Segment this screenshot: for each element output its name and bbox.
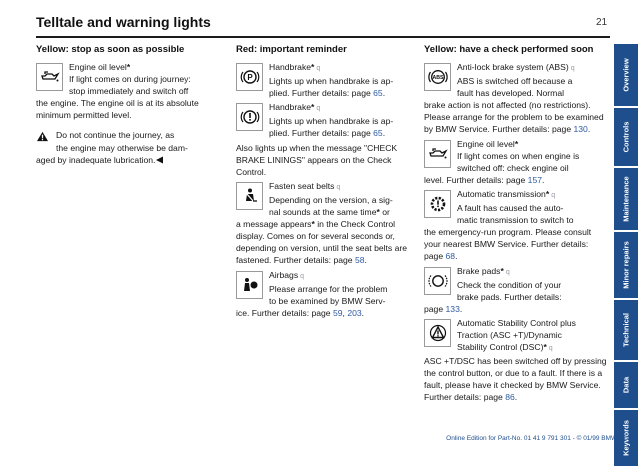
entry-title: Anti-lock brake system (ABS) (457, 62, 569, 72)
star-mark: * (126, 62, 131, 72)
title-rule (36, 36, 610, 38)
entry-line: stop immediately and switch off (69, 86, 189, 97)
entry-text: the engine. The engine oil is at its absolute minimum permitted level. (36, 98, 199, 121)
entry-line: A fault has caused the auto- (457, 203, 564, 214)
entry-line: Lights up when handbrake is ap- (269, 116, 394, 127)
entry-title: Engine oil level (457, 138, 515, 149)
entry-title: Fasten seat belts (269, 180, 335, 191)
entry-handbrake-exclamation (236, 101, 419, 139)
entry-brake-pads (424, 265, 609, 315)
oil-can-icon (36, 63, 63, 91)
entry-line: fault has developed. Normal (457, 88, 565, 99)
side-tab-technical[interactable]: Technical (614, 300, 638, 360)
entry-transmission (424, 188, 609, 263)
entry-line: ABS is switched off because a (457, 76, 573, 87)
entry-line: plied. Further details: page 65. (269, 88, 386, 99)
entry-line: If light comes on when engine is (457, 150, 580, 161)
page-link[interactable]: 58 (354, 255, 365, 266)
entry-line: brake pads. Further details: (457, 291, 562, 302)
abs-icon (424, 63, 451, 91)
entry-line: switched off: check engine oil (457, 162, 569, 173)
entry-airbags (236, 269, 419, 319)
entry-text: the emergency-run program. Please consult your nearest BMW Service. Further details: page 68. (424, 227, 592, 262)
entry-title: Automatic Stability Control plus (457, 317, 576, 328)
entry-abs (424, 61, 609, 136)
column-heading: Red: important reminder (236, 44, 347, 55)
side-tab-maintenance[interactable]: Maintenance (614, 168, 638, 230)
gear-exclamation-icon (424, 190, 451, 218)
entry-text: page 133. (424, 303, 463, 314)
side-tab-overview[interactable]: Overview (614, 44, 638, 106)
entry-line: Please arrange for the problem (269, 283, 388, 294)
star-mark: * (311, 62, 315, 72)
entry-line: the engine may otherwise be dam- (56, 142, 188, 153)
q-mark: q (570, 65, 575, 72)
brake-pad-icon (424, 267, 451, 295)
entry-lubrication-note (36, 129, 229, 165)
entry-title: Handbrake (269, 102, 312, 113)
entry-engine-oil-check (424, 138, 609, 186)
entry-title: Automatic transmission (457, 188, 546, 199)
star-mark: * (543, 342, 547, 353)
entry-line: Depending on the version, a sig- (269, 194, 393, 205)
entry-line: Check the condition of your (457, 279, 562, 290)
svg-text:ABS: ABS (432, 75, 443, 82)
column-yellow-stop (36, 44, 229, 168)
star-mark: * (545, 188, 550, 199)
q-mark: q (336, 183, 341, 191)
star-mark: * (311, 219, 315, 230)
entry-dsc (424, 317, 609, 404)
end-mark-icon (155, 156, 164, 164)
page-link[interactable]: 86 (505, 392, 515, 403)
column-yellow-check (424, 44, 609, 406)
page-link[interactable]: 203 (347, 307, 362, 318)
page-link[interactable]: 157 (527, 174, 543, 185)
airbag-icon (236, 271, 263, 299)
oil-can-icon (424, 140, 451, 168)
also-lights-text: Also lights up when the message "CHECK BRAKE LININGS" appears on the Check Control. (236, 142, 398, 177)
page-link[interactable]: 130 (573, 124, 588, 135)
entry-line: nal sounds at the same time* or (269, 207, 390, 218)
entry-line: Stability Control (DSC)* q (457, 342, 553, 353)
seat-belt-icon (236, 182, 263, 210)
entry-text: ice. Further details: page 59, 203. (236, 307, 365, 318)
entry-text: aged by inadequate lubrication. (36, 154, 156, 165)
page-link[interactable]: 65 (373, 88, 383, 99)
entry-text: level. Further details: page 157. (424, 174, 545, 185)
page-title: Telltale and warning lights (36, 14, 211, 30)
entry-title: Handbrake (269, 62, 312, 72)
q-mark: q (300, 272, 305, 280)
star-mark: * (500, 265, 504, 276)
page-link[interactable]: 65 (373, 128, 383, 139)
svg-text:P: P (246, 73, 253, 82)
page-link[interactable]: 59 (332, 307, 343, 318)
entry-line: Lights up when handbrake is ap- (269, 76, 394, 87)
entry-title: Engine oil level (69, 62, 127, 72)
q-mark: q (548, 345, 553, 353)
entry-line: plied. Further details: page 65. (269, 128, 386, 139)
page-link[interactable]: 68 (445, 251, 456, 262)
entry-line: Do not continue the journey, as (56, 130, 175, 141)
entry-seat-belts (236, 180, 419, 267)
handbrake-circle-exclamation-icon (236, 103, 263, 131)
entry-line: matic transmission to switch to (457, 215, 574, 226)
dsc-triangle-icon (424, 319, 451, 347)
entry-handbrake-p (236, 61, 419, 99)
entry-title: Airbags (269, 269, 299, 280)
side-tab-minor-repairs[interactable]: Minor repairs (614, 232, 638, 298)
entry-text: a message appears* in the Check Control display. Comes on for several seconds or, depending on version, until the seat belts are fastened. Further details: page 58. (236, 219, 408, 266)
star-mark: * (514, 138, 519, 149)
warning-triangle-icon (36, 131, 50, 145)
entry-engine-oil-stop (36, 61, 229, 121)
q-mark: q (316, 105, 321, 113)
entry-title: Brake pads (457, 265, 501, 276)
page-link[interactable]: 133 (445, 303, 460, 314)
q-mark: q (505, 268, 510, 276)
column-red-important (236, 44, 419, 321)
side-tab-data[interactable]: Data (614, 362, 638, 408)
footer-edition-note: Online Edition for Part-No. 01 41 9 791 301 - © 01/99 BMW AG (446, 435, 628, 442)
entry-line: to be examined by BMW Serv- (269, 295, 386, 306)
entry-text: brake action is not affected (no restrictions). Please arrange for the problem to be examined by BMW Service. Further details: page 130. (424, 100, 604, 135)
q-mark: q (316, 65, 321, 72)
page-number: 21 (596, 17, 608, 28)
entry-line: If light comes on during journey: (69, 74, 191, 85)
side-tab-keywords[interactable]: Keywords (614, 410, 638, 466)
q-mark: q (551, 191, 556, 199)
column-heading: Yellow: stop as soon as possible (36, 44, 185, 55)
column-heading: Yellow: have a check performed soon (424, 44, 594, 55)
side-tab-controls[interactable]: Controls (614, 108, 638, 166)
star-mark: * (311, 102, 315, 113)
handbrake-circle-p-icon (236, 63, 263, 91)
star-mark: * (376, 207, 380, 218)
side-tab-navigation (614, 44, 638, 468)
entry-line: Traction (ASC +T)/Dynamic (457, 329, 562, 340)
entry-text: ASC +T/DSC has been switched off by pressing the control button, or due to a fault. If there is a fault, please have it checked by BMW Service. Further details: page 86. (424, 356, 607, 403)
